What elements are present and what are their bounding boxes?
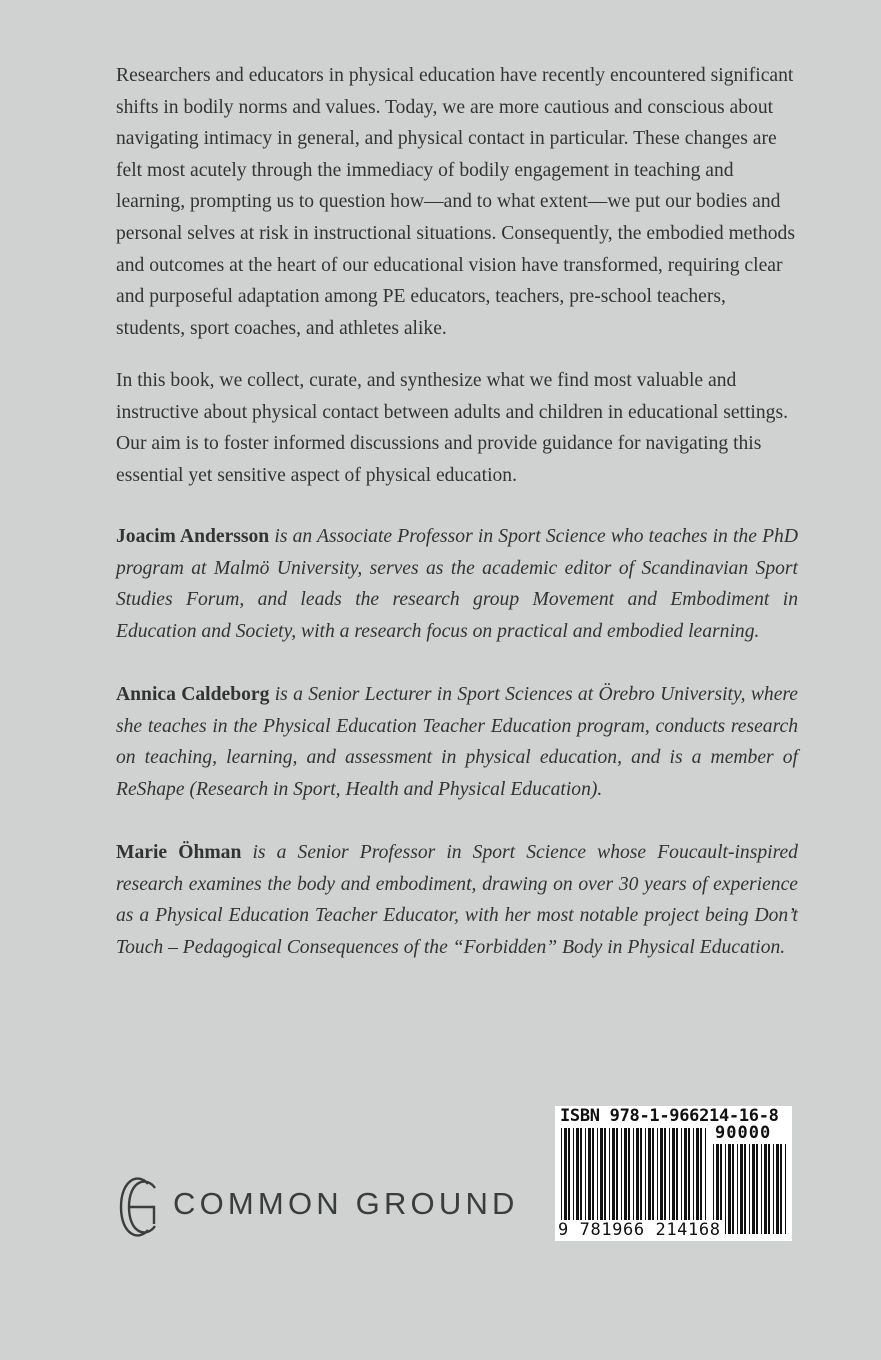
author-description: is a Senior Lecturer in Sport Sciences at Örebro University, where she teaches in the Physical Education Teacher Education program, conducts research on teaching, learning, and assessment in physical education, and is a member of ReShape (Research in Sport, Health and Physical Education). [116, 684, 798, 800]
author-description: is a Senior Professor in Sport Science whose Foucault-inspired research examines the body and embodiment, drawing on over 30 years of experience as a Physical Education Teacher Educator, with her most notable project being Don’t Touch – Pedagogical Consequences of the “Forbidden” Body in Physical Education. [116, 842, 798, 958]
isbn-label: ISBN 978-1-966214-16-8 [560, 1106, 779, 1126]
publisher-logo [118, 1172, 519, 1242]
intro-paragraph-1 [116, 60, 798, 344]
author-bio-ohman [116, 837, 798, 963]
author-bio-caldeborg [116, 679, 798, 805]
author-description: is an Associate Professor in Sport Science who teaches in the PhD program at Malmö University, serves as the academic editor of Scandinavian Sport Studies Forum, and leads the research group Movement and Embodiment in Education and Society, with a research focus on practical and embodied learning. [116, 526, 798, 642]
price-code: 90000 [715, 1123, 772, 1143]
intro-paragraph-2 [116, 365, 798, 491]
author-bio-andersson [116, 521, 798, 647]
author-name: Marie Öhman [116, 842, 242, 863]
ean-digits: 9 781966 214168 [558, 1220, 721, 1240]
isbn-barcode [555, 1106, 792, 1241]
intro-paragraph-1-text: Researchers and educators in physical education have recently encountered significant shifts in bodily norms and values. Today, we are more cautious and conscious about navigating intimacy in general, and physical contact in particular. These changes are felt most acutely through the immediacy of bodily engagement in teaching and learning, prompting us to question how—and to what extent—we put our bodies and personal selves at risk in instructional situations. Consequently, the embodied methods and outcomes at the heart of our educational vision have transformed, requiring clear and purposeful adaptation among PE educators, teachers, pre-school teachers, students, sport coaches, and athletes alike. [116, 65, 795, 339]
intro-paragraph-2-text: In this book, we collect, curate, and synthesize what we find most valuable and instructive about physical contact between adults and children in educational settings. Our aim is to foster informed discussions and provide guidance for navigating this essential yet sensitive aspect of physical education. [116, 370, 788, 486]
author-name: Joacim Andersson [116, 526, 270, 547]
common-ground-logo-icon [118, 1174, 158, 1240]
author-name: Annica Caldeborg [116, 684, 270, 705]
publisher-name: COMMON GROUND [173, 1186, 519, 1221]
